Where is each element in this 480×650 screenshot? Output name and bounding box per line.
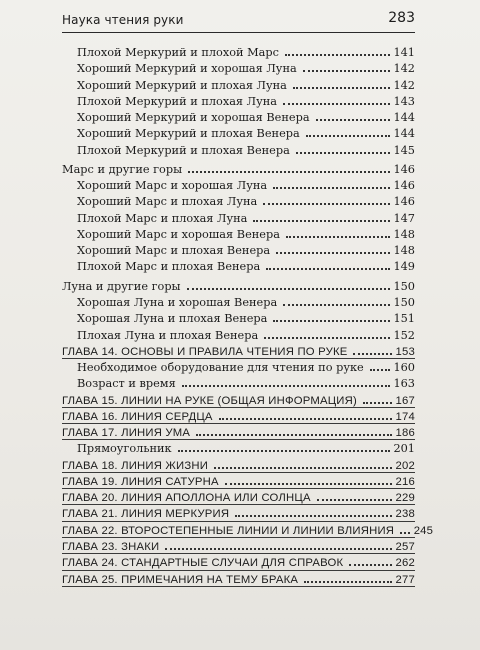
toc-chapter-entry: [62, 424, 415, 440]
toc-section-entry: [62, 161, 415, 177]
toc-entry-page: 150: [393, 279, 415, 293]
toc-entry-page: 152: [393, 328, 415, 342]
dot-leader: [273, 177, 390, 189]
toc-entry-page: 186: [395, 427, 415, 440]
toc-entry-title: Плохой Меркурий и плохая Луна: [77, 94, 277, 108]
toc-entry-page: 142: [393, 78, 415, 92]
toc-entry-page: 146: [393, 162, 415, 176]
toc-subentry: [62, 440, 415, 456]
dot-leader: [273, 310, 390, 322]
dot-leader: [188, 161, 390, 173]
toc-subentry: [62, 310, 415, 326]
toc-chapter-entry: [62, 522, 434, 538]
toc-subentry: [62, 44, 415, 60]
toc-entry-page: 216: [395, 475, 415, 488]
toc-entry-title: Хороший Меркурий и плохая Луна: [77, 78, 287, 92]
dot-leader: [400, 522, 410, 534]
toc-entry-title: Прямоугольник: [77, 442, 172, 456]
toc-entry-page: 151: [393, 312, 415, 326]
toc-subentry: [62, 359, 415, 375]
dot-leader: [293, 77, 391, 89]
toc-chapter-entry: [62, 392, 415, 408]
toc-entry-title: ГЛАВА 14. ОСНОВЫ И ПРАВИЛА ЧТЕНИЯ ПО РУКЕ: [62, 345, 348, 358]
dot-leader: [219, 408, 392, 420]
toc-subentry: [62, 210, 415, 226]
toc-entry-page: 143: [393, 94, 415, 108]
toc-entry-title: Хороший Марс и хорошая Венера: [77, 227, 280, 241]
dot-leader: [178, 440, 391, 452]
toc-subentry: [62, 142, 415, 158]
dot-leader: [214, 457, 392, 469]
toc-chapter-entry: [62, 489, 415, 505]
toc-entry-page: 148: [393, 244, 415, 258]
toc-entry-title: ГЛАВА 20. ЛИНИЯ АПОЛЛОНА ИЛИ СОЛНЦА: [62, 492, 311, 505]
toc-entry-title: Плохая Луна и плохая Венера: [77, 328, 259, 342]
toc-entry-page: 167: [395, 394, 415, 407]
toc-entry-page: 148: [393, 227, 415, 241]
toc-chapter-entry: [62, 538, 415, 554]
dot-leader: [187, 278, 391, 290]
dot-leader: [286, 226, 391, 238]
toc-entry-title: ГЛАВА 15. ЛИНИИ НА РУКЕ (ОБЩАЯ ИНФОРМАЦИЯ): [62, 394, 357, 407]
running-head: Наука чтения руки: [62, 13, 184, 27]
toc-subentry: [62, 77, 415, 93]
dot-leader: [363, 392, 392, 404]
toc-chapter-entry: [62, 571, 415, 587]
toc-entry-title: ГЛАВА 25. ПРИМЕЧАНИЯ НА ТЕМУ БРАКА: [62, 573, 299, 586]
toc-entry-page: 153: [395, 345, 415, 358]
dot-leader: [264, 327, 390, 339]
page-number: 283: [388, 10, 415, 26]
toc-subentry: [62, 294, 415, 310]
toc-entry-page: 150: [393, 295, 415, 309]
toc-entry-title: ГЛАВА 22. ВТОРОСТЕПЕННЫЕ ЛИНИИ И ЛИНИИ ВЛИЯНИЯ: [62, 524, 395, 537]
toc-entry-page: 144: [393, 111, 415, 125]
toc-entry-title: Хорошая Луна и плохая Венера: [77, 312, 268, 326]
dot-leader: [235, 505, 392, 517]
dot-leader: [253, 210, 390, 222]
dot-leader: [316, 109, 391, 121]
dot-leader: [370, 359, 391, 371]
dot-leader: [296, 142, 391, 154]
toc-entry-title: Плохой Марс и плохая Луна: [77, 211, 248, 225]
toc-entry-title: Луна и другие горы: [62, 279, 181, 293]
toc-entry-page: 163: [393, 377, 415, 391]
dot-leader: [276, 242, 390, 254]
toc-entry-page: 238: [395, 508, 415, 521]
toc-entry-title: Хорошая Луна и хорошая Венера: [77, 295, 278, 309]
toc-entry-title: Плохой Меркурий и плохой Марс: [77, 46, 279, 59]
toc-subentry: [62, 258, 415, 274]
toc-entry-page: 147: [393, 211, 415, 225]
toc-entry-title: ГЛАВА 18. ЛИНИЯ ЖИЗНИ: [62, 459, 209, 472]
toc-entry-title: ГЛАВА 19. ЛИНИЯ САТУРНА: [62, 475, 219, 488]
toc-entry-title: Возраст и время: [77, 377, 176, 391]
toc-entry-title: Хороший Марс и плохая Луна: [77, 195, 258, 209]
toc-chapter-entry: [62, 554, 415, 570]
toc-entry-title: Хороший Марс и хорошая Луна: [77, 179, 268, 193]
toc-entry-page: 245: [413, 524, 434, 537]
toc-entry-title: Хороший Меркурий и хорошая Луна: [77, 62, 297, 76]
toc-subentry: [62, 327, 415, 343]
toc-subentry: [62, 125, 415, 141]
toc-section-entry: [62, 278, 415, 294]
toc-entry-title: Марс и другие горы: [62, 162, 183, 176]
toc-entry-page: 146: [393, 195, 415, 209]
dot-leader: [196, 424, 392, 436]
toc-chapter-entry: [62, 505, 415, 521]
dot-leader: [263, 193, 390, 205]
dot-leader: [306, 125, 391, 137]
toc-entry-page: 277: [395, 573, 415, 586]
toc-entry-page: 146: [393, 179, 415, 193]
dot-leader: [283, 294, 390, 306]
dot-leader: [182, 375, 391, 387]
dot-leader: [165, 538, 392, 550]
dot-leader: [225, 473, 392, 485]
toc-chapter-entry: [62, 473, 415, 489]
toc-chapter-entry: [62, 408, 415, 424]
toc-entry-title: ГЛАВА 21. ЛИНИЯ МЕРКУРИЯ: [62, 508, 230, 521]
toc-entry-page: 144: [393, 127, 415, 141]
toc-entry-page: 229: [395, 492, 415, 505]
toc-subentry: [62, 177, 415, 193]
toc-chapter-entry: [62, 343, 415, 359]
toc-entry-title: Необходимое оборудование для чтения по руке: [77, 361, 364, 375]
page-header: [62, 10, 415, 33]
toc-entry-page: 141: [393, 46, 415, 59]
toc-entry-title: ГЛАВА 17. ЛИНИЯ УМА: [62, 427, 191, 440]
dot-leader: [283, 93, 390, 105]
toc-subentry: [62, 226, 415, 242]
dot-leader: [349, 554, 392, 566]
toc-subentry: [62, 242, 415, 258]
toc-entry-page: 202: [395, 459, 415, 472]
toc-entry-page: 257: [395, 540, 415, 553]
toc-chapter-entry: [62, 457, 415, 473]
toc-entry-title: ГЛАВА 24. СТАНДАРТНЫЕ СЛУЧАИ ДЛЯ СПРАВОК: [62, 557, 344, 570]
toc-entry-page: 145: [393, 143, 415, 157]
toc-entry-title: ГЛАВА 23. ЗНАКИ: [62, 540, 160, 553]
dot-leader: [353, 343, 392, 355]
toc-entry-title: Хороший Меркурий и хорошая Венера: [77, 111, 310, 125]
toc-entry-page: 201: [393, 442, 415, 456]
dot-leader: [303, 60, 391, 72]
dot-leader: [266, 258, 390, 270]
toc-entry-page: 262: [395, 557, 415, 570]
toc-entry-page: 160: [393, 361, 415, 375]
dot-leader: [285, 44, 390, 56]
toc-entry-page: 149: [393, 260, 415, 274]
toc-entry-title: Плохой Марс и плохая Венера: [77, 260, 261, 274]
dot-leader: [304, 571, 392, 583]
toc-subentry: [62, 60, 415, 76]
table-of-contents: [62, 44, 434, 587]
toc-entry-title: Хороший Марс и плохая Венера: [77, 244, 271, 258]
toc-subentry: [62, 375, 415, 391]
toc-subentry: [62, 193, 415, 209]
toc-entry-title: Хороший Меркурий и плохая Венера: [77, 127, 300, 141]
toc-subentry: [62, 109, 415, 125]
toc-entry-page: 142: [393, 62, 415, 76]
dot-leader: [317, 489, 392, 501]
toc-entry-title: Плохой Меркурий и плохая Венера: [77, 143, 290, 157]
toc-entry-page: 174: [395, 410, 415, 423]
toc-entry-title: ГЛАВА 16. ЛИНИЯ СЕРДЦА: [62, 410, 213, 423]
toc-subentry: [62, 93, 415, 109]
